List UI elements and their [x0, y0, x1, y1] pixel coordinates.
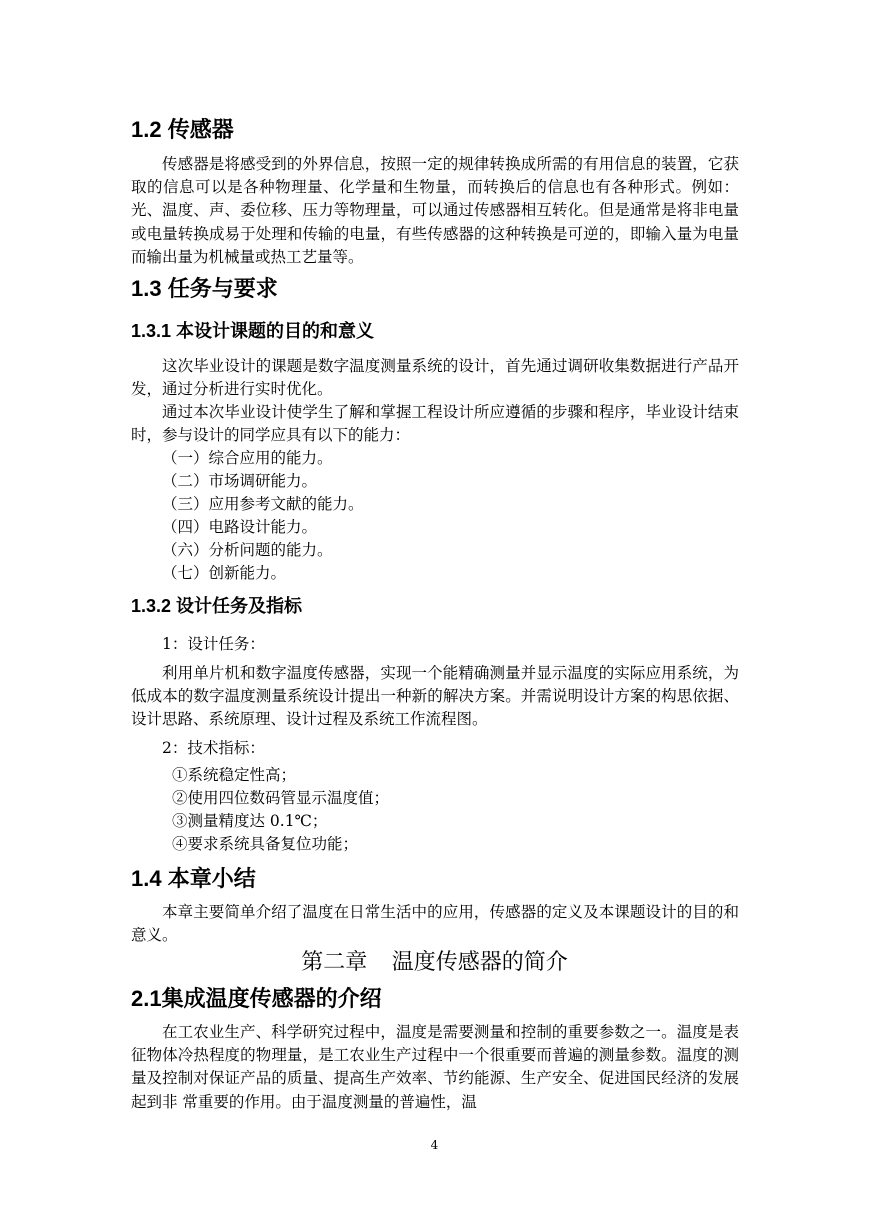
ability-item: （四）电路设计能力。 — [162, 518, 318, 536]
ability-item: （二）市场调研能力。 — [162, 472, 318, 490]
paragraph-sensor-definition: 传感器是将感受到的外界信息，按照一定的规律转换成所需的有用信息的装置，它获取的信息可以是各种物理量、化学量和生物量，而转换后的信息也有各种形式。例如：光、温度、声、委位移、压力等物理量，可以通过传感器相互转化。但是通常是将非电量或电量转换成易于处理和传输的电量，有些传感器的这种转换是可逆的，即输入量为电量而输出量为机械量或热工艺量等。 — [131, 155, 739, 266]
spec-item: ③测量精度达 0.1℃； — [172, 812, 328, 830]
spec-item: ①系统稳定性高； — [172, 766, 297, 784]
heading-1-2: 1.2 传感器 — [131, 117, 234, 142]
spec-label: 2：技术指标： — [162, 739, 265, 757]
heading-1-3-2: 1.3.2 设计任务及指标 — [131, 596, 303, 616]
ability-item: （三）应用参考文献的能力。 — [162, 495, 364, 513]
paragraph-temperature-intro: 在工农业生产、科学研究过程中，温度是需要测量和控制的重要参数之一。温度是表征物体冷热程度的物理量，是工农业生产过程中一个很重要而普遍的测量参数。温度的测量及控制对保证产品的质量、提高生产效率、节约能源、生产安全、促进国民经济的发展起到非 常重要的作用。由于温度测量的普遍性，温 — [131, 1023, 739, 1111]
paragraph-abilities-intro: 通过本次毕业设计使学生了解和掌握工程设计所应遵循的步骤和程序，毕业设计结束时，参与设计的同学应具有以下的能力： — [131, 403, 739, 445]
heading-1-3-1: 1.3.1 本设计课题的目的和意义 — [131, 321, 375, 341]
paragraph-chapter-summary: 本章主要简单介绍了温度在日常生活中的应用，传感器的定义及本课题设计的目的和意义。 — [131, 903, 739, 945]
ability-item: （六）分析问题的能力。 — [162, 541, 333, 559]
ability-item: （七）创新能力。 — [162, 564, 287, 582]
ability-item: （一）综合应用的能力。 — [162, 449, 333, 467]
heading-1-4: 1.4 本章小结 — [131, 866, 256, 891]
chapter-2-title: 第二章 温度传感器的简介 — [301, 949, 568, 974]
task-label: 1：设计任务： — [162, 635, 265, 653]
paragraph-design-task: 利用单片机和数字温度传感器，实现一个能精确测量并显示温度的实际应用系统，为低成本的数字温度测量系统设计提出一种新的解决方案。并需说明设计方案的构思依据、设计思路、系统原理、设计过程及系统工作流程图。 — [131, 664, 739, 729]
page-number: 4 — [430, 1138, 439, 1152]
paragraph-project-purpose: 这次毕业设计的课题是数字温度测量系统的设计，首先通过调研收集数据进行产品开发，通过分析进行实时优化。 — [131, 357, 739, 399]
heading-2-1: 2.1集成温度传感器的介绍 — [131, 986, 382, 1011]
spec-item: ④要求系统具备复位功能； — [172, 835, 359, 853]
spec-item: ②使用四位数码管显示温度值； — [172, 789, 390, 807]
heading-1-3: 1.3 任务与要求 — [131, 276, 278, 301]
